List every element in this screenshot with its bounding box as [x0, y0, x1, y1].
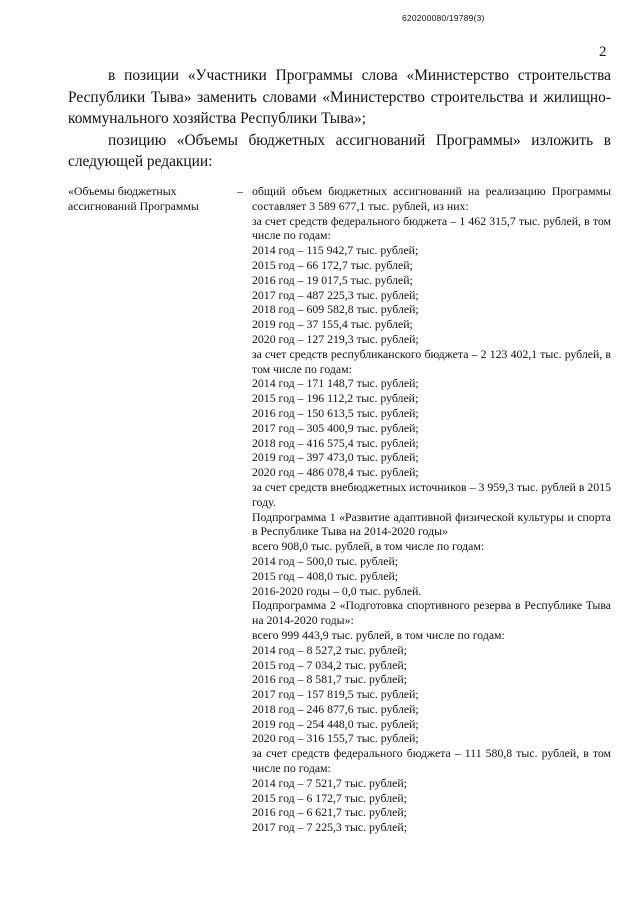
budget-line: 2016 год – 150 613,5 тыс. рублей; [252, 405, 419, 420]
intro-paragraph-budget: позицию «Объемы бюджетных ассигнований Программы» изложить в следующей редакции: [68, 131, 611, 170]
budget-line: 2015 год – 7 034,2 тыс. рублей; [252, 657, 407, 672]
budget-line: 2015 год – 196 112,2 тыс. рублей; [252, 391, 419, 406]
budget-line: 2016 год – 8 581,7 тыс. рублей; [252, 672, 407, 687]
budget-line: 2014 год – 500,0 тыс. рублей; [252, 553, 399, 568]
document-number: 620200080/19789(3) [402, 13, 485, 23]
budget-line: 2015 год – 66 172,7 тыс. рублей; [252, 257, 413, 272]
budget-position-value [252, 184, 611, 835]
budget-line: 2014 год – 115 942,7 тыс. рублей; [252, 243, 419, 258]
budget-line: 2016 год – 6 621,7 тыс. рублей; [252, 805, 407, 820]
budget-line: 2019 год – 254 448,0 тыс. рублей; [252, 716, 419, 731]
budget-line: Подпрограмма 1 «Развитие адаптивной физической культуры и спорта в Республике Тыва на 2014-2020 годы» [252, 509, 611, 539]
budget-line: за счет средств федерального бюджета – 1 462 315,7 тыс. рублей, в том числе по годам: [252, 213, 611, 243]
budget-line: Подпрограмма 2 «Подготовка спортивного резерва в Республике Тыва на 2014-2020 годы»: [252, 598, 611, 628]
budget-position-label: «Объемы бюджетных ассигнований Программы [68, 184, 199, 213]
budget-line: за счет средств республиканского бюджета – 2 123 402,1 тыс. рублей, в том числе по годам: [252, 346, 611, 376]
position-dash: – [237, 184, 243, 198]
budget-line: за счет средств федерального бюджета – 111 580,8 тыс. рублей, в том числе по годам: [252, 746, 611, 776]
budget-line: 2019 год – 37 155,4 тыс. рублей; [252, 317, 413, 332]
budget-line: 2015 год – 6 172,7 тыс. рублей; [252, 790, 407, 805]
budget-line: 2017 год – 7 225,3 тыс. рублей; [252, 820, 407, 835]
budget-line: 2020 год – 316 155,7 тыс. рублей; [252, 731, 419, 746]
budget-line: 2020 год – 486 078,4 тыс. рублей; [252, 465, 419, 480]
budget-line: 2020 год – 127 219,3 тыс. рублей; [252, 331, 419, 346]
budget-line: общий объем бюджетных ассигнований на реализацию Программы составляет 3 589 677,1 тыс. рублей, из них: [252, 184, 611, 213]
budget-line: 2017 год – 487 225,3 тыс. рублей; [252, 287, 419, 302]
budget-line: всего 999 443,9 тыс. рублей, в том числе по годам: [252, 627, 505, 642]
intro-paragraph-participants: в позиции «Участники Программы слова «Министерство строительства Республики Тыва» заменить словами «Министерство строительства и жилищно-коммунального хозяйства Республики Тыва»; [68, 67, 611, 127]
budget-line: 2018 год – 416 575,4 тыс. рублей; [252, 435, 419, 450]
page-number: 2 [599, 44, 607, 60]
budget-line: 2019 год – 397 473,0 тыс. рублей; [252, 450, 419, 465]
budget-line: 2015 год – 408,0 тыс. рублей; [252, 568, 399, 583]
budget-line: 2018 год – 609 582,8 тыс. рублей; [252, 302, 419, 317]
budget-line: 2016-2020 годы – 0,0 тыс. рублей. [252, 583, 422, 598]
budget-line: 2018 год – 246 877,6 тыс. рублей; [252, 701, 419, 716]
budget-line: 2014 год – 7 521,7 тыс. рублей; [252, 775, 407, 790]
budget-line: 2016 год – 19 017,5 тыс. рублей; [252, 272, 413, 287]
intro-text [68, 65, 611, 173]
budget-line: 2017 год – 305 400,9 тыс. рублей; [252, 420, 419, 435]
budget-line: 2017 год – 157 819,5 тыс. рублей; [252, 687, 419, 702]
budget-line: всего 908,0 тыс. рублей, в том числе по годам: [252, 539, 485, 554]
budget-line: 2014 год – 171 148,7 тыс. рублей; [252, 376, 419, 391]
budget-line: 2014 год – 8 527,2 тыс. рублей; [252, 642, 407, 657]
budget-line: за счет средств внебюджетных источников – 3 959,3 тыс. рублей в 2015 году. [252, 479, 611, 509]
